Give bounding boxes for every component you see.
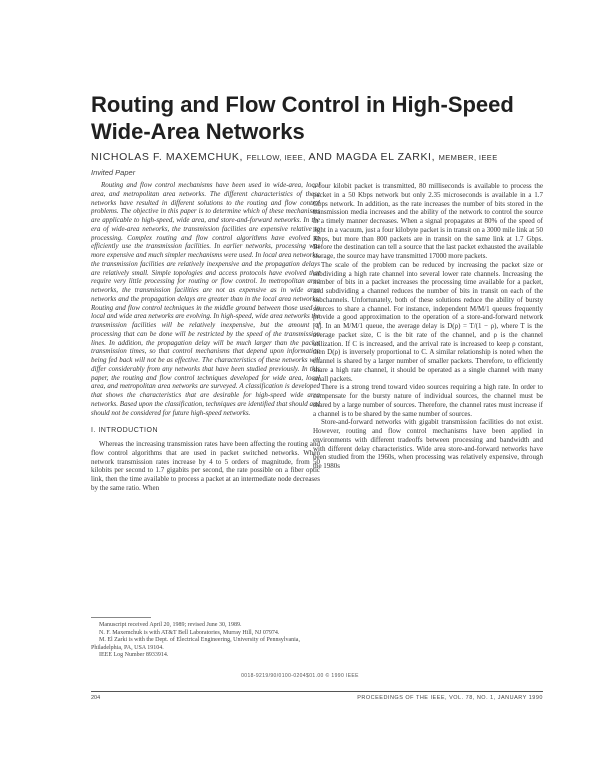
body-paragraph: There is a strong trend toward video sources requiring a high rate. In order to compensate for the bursty nature of individual sources, the channel must be shared by a large number of sources. Therefore, the channel rates must increase if a channel is to be shared by the same number of sources. (313, 383, 543, 418)
author-1-name: NICHOLAS F. MAXEMCHUK, (91, 151, 244, 163)
footnote-author-2: M. El Zarki is with the Dept. of Electrical Engineering, University of Pennsylvania, Philadelphia, PA, USA 19104. (91, 637, 300, 651)
title-line-2: Wide-Area Networks (91, 119, 305, 144)
footnote-rule (91, 617, 151, 618)
abstract: Routing and flow control mechanisms have been used in wide-area, local area, and metropolitan area networks. The different characteristics of these networks have resulted in different solutions to the routing and flow control problems. The objective in this paper is to determine which of these mechanisms are applicable to high-speed, wide area, and store-and-forward networks. In the era of wide-area networks, the transmission facilities are expensive relative to processing. Complex routing and flow control algorithms have evolved to efficiently use the transmission facilities. In earlier networks, processing was more expensive and much simpler mechanisms were used. In local area networks, the transmission facilities are relatively inexpensive and the propagation delays are relatively small. Simple topologies and access protocols have evolved that require very little processing for routing or flow control. In metropolitan area networks, the transmission facilities are not as expensive as in wide area networks and the propagation delays are greater than in the local area networks. Routing and flow control techniques in the middle ground between those used in local and wide area networks are evolving. In high-speed, wide area networks the transmission facilities will be relatively inexpensive, but the amount of processing that can be done will be restricted by the speed of the transmission lines. In addition, the propagation delay will be much larger than the packet transmission times, so that control mechanisms that depend upon information being fed back will not be as effective. The characteristics of these networks will differ considerably from any networks that have been studied previously. In this paper, the routing and flow control techniques developed for wide area, local area, and metropolitan area networks are surveyed. A classification is developed that shows the characteristics that are desirable for high-speed wide area networks. Based upon the classification, techniques are identified that should and should not be considered for future high-speed networks. (91, 181, 321, 417)
right-column (313, 182, 543, 471)
section-heading-introduction: I. INTRODUCTION (91, 427, 158, 435)
footer-rule (91, 691, 543, 692)
author-2-name: MAGDA EL ZARKI, (336, 151, 436, 163)
page-number: 204 (91, 695, 101, 701)
journal-footer: PROCEEDINGS OF THE IEEE, VOL. 78, NO. 1, JANUARY 1990 (357, 695, 543, 701)
author-conjunction: AND (308, 151, 333, 163)
body-paragraph: a four kilobit packet is transmitted, 80 milliseconds is available to process the packet in a 50 Kbps network but only 2.35 microseconds is available in a 1.7 Gbps network. In addition, as the rate increases the number of bits stored in the transmission media increases and the ability of the network to control the source in a timely manner decreases. When a signal propagates at 80% of the speed of light in a vacuum, just a four kilobyte packet is in transit on a 3000 mile link at 50 Kbps, but more than 800 packets are in transit on the same link at 1.7 Gbps. Before the destination can tell a source that the last packet exhausted the available storage, the source may have transmitted 17000 more packets. (313, 182, 543, 260)
author-2-affiliation: MEMBER, IEEE (438, 153, 498, 162)
body-paragraph: The scale of the problem can be reduced by increasing the packet size or subdividing a high rate channel into several lower rate channels. Increasing the number of bits in a packet increases the processing time available for a packet, and subdividing a channel reduces the number of bits in transit on each of the subchannels. Unfortunately, both of these solutions reduce the ability of bursty sources to share a channel. For instance, independent M/M/1 queues frequently provide a good approximation to the operation of a store-and-forward network [1]. In an M/M/1 queue, the average delay is D(ρ) = T/(1 − ρ), where T is the average packet size, C is the bit rate of the channel, and ρ is the channel utilization. If C is increased, and the arrival rate is increased to keep ρ constant, then D(ρ) is inversely proportional to C. A similar relationship is noted when the channel is shared by a larger number of smaller packets. Therefore, to efficiently share a high rate channel, it should be operated as a single channel with many small packets. (313, 260, 543, 383)
invited-paper-label: Invited Paper (91, 168, 136, 177)
paper-title (91, 91, 531, 145)
left-column (91, 181, 320, 493)
title-line-1: Routing and Flow Control in High-Speed (91, 92, 514, 117)
footnote-log-number: IEEE Log Number 8933914. (99, 652, 169, 658)
footnote-received: Manuscript received April 20, 1989; revised June 30, 1989. (99, 622, 242, 628)
footnote-author-1: N. F. Maxemchuk is with AT&T Bell Laboratories, Murray Hill, NJ 07974. (99, 629, 280, 636)
copyright-code: 0018-9219/90/0100-0204$01.00 © 1990 IEEE (241, 673, 359, 679)
author-line (91, 151, 541, 163)
intro-paragraph: Whereas the increasing transmission rates have been affecting the routing and flow control algorithms that are used in packet switched networks. When network transmission rates increase by 4 to 5 orders of magnitude, from 50 kilobits per second to 1.7 gigabits per second, the rate possible on a fiber optic link, then the time available to process a packet at an intermediate node decreases by the same ratio. When (91, 440, 320, 492)
author-1-affiliation: FELLOW, IEEE, (246, 153, 306, 162)
footnotes (91, 622, 320, 660)
body-paragraph: Store-and-forward networks with gigabit transmission facilities do not exist. However, routing and flow control mechanisms have been applied in environments with different tradeoffs between processing and bandwidth and with different delay characteristics. Wide area store-and-forward networks have been studied from the 1960s, when processing was relatively expensive, through the 1980s (313, 418, 543, 470)
